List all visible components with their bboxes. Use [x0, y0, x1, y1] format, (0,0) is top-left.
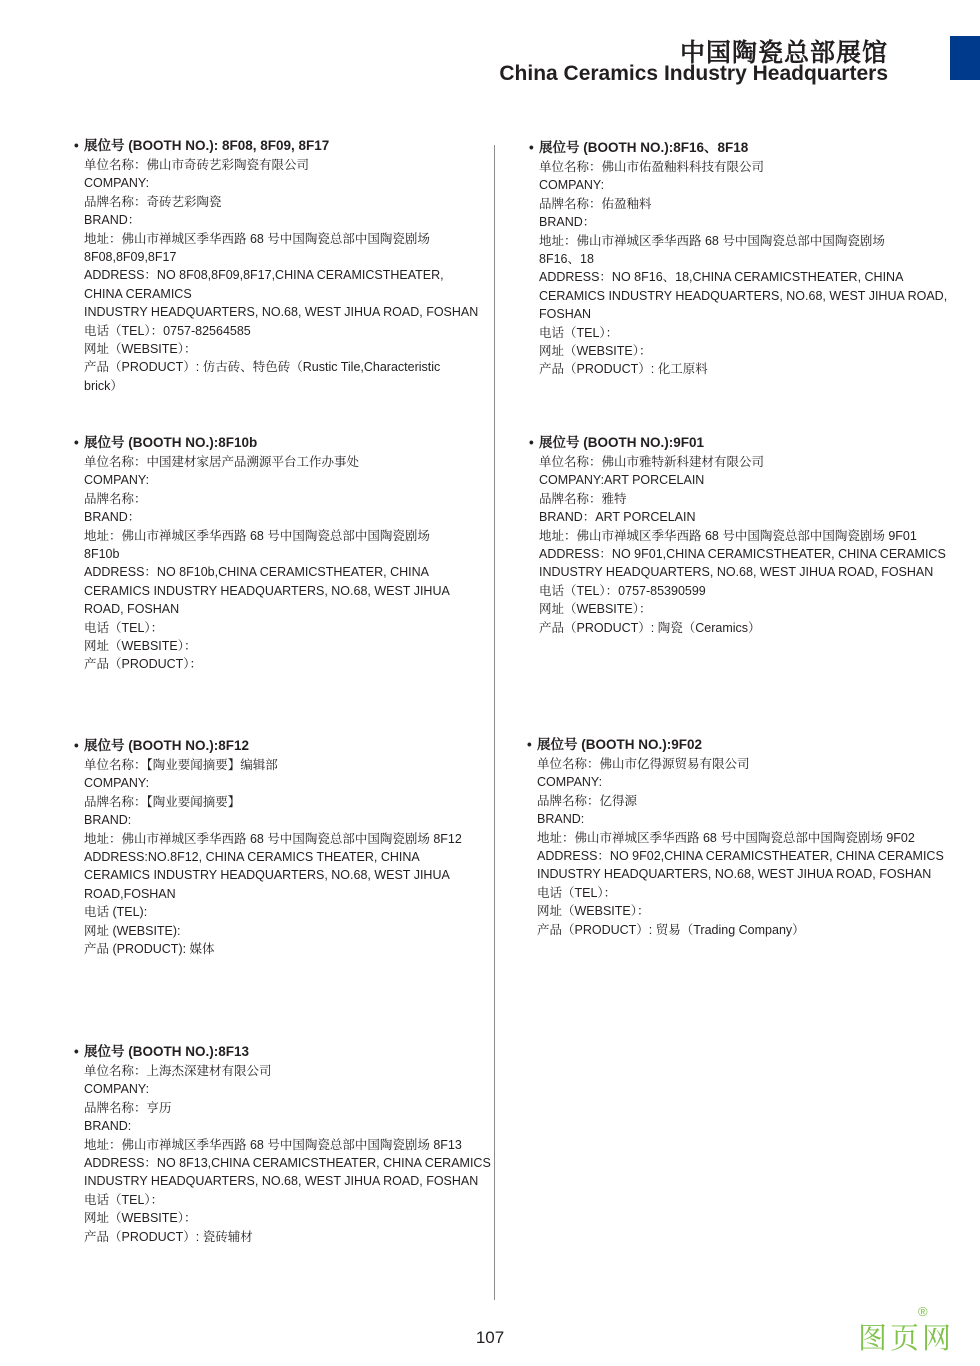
entry-line: ADDRESS：NO 9F01,CHINA CERAMICSTHEATER, CHINA CERAMICS [539, 547, 946, 562]
entry-line: BRAND： [539, 215, 596, 230]
entry-line: brick） [84, 378, 123, 393]
section-color-tab [950, 36, 980, 80]
booth-number: • 展位号 (BOOTH NO.):8F10b [74, 435, 258, 450]
booth-entry-right-3 [527, 736, 957, 939]
entry-line: 电话（TEL）：0757-85390599 [539, 583, 706, 598]
entry-line: 产品（PRODUCT）: 陶瓷（Ceramics） [539, 620, 761, 635]
entry-line: ADDRESS：NO 8F13,CHINA CERAMICSTHEATER, CHINA CERAMICS [84, 1156, 491, 1171]
entry-line: ADDRESS：NO 8F08,8F09,8F17,CHINA CERAMICSTHEATER, [84, 268, 444, 283]
booth-number: • 展位号 (BOOTH NO.):8F13 [74, 1044, 250, 1059]
entry-line: INDUSTRY HEADQUARTERS, NO.68, WEST JIHUA ROAD, FOSHAN [84, 1174, 479, 1189]
entry-line: 品牌名称： [84, 491, 147, 506]
entry-line: ROAD,FOSHAN [84, 886, 176, 901]
entry-line: ADDRESS：NO 8F10b,CHINA CERAMICSTHEATER, CHINA [84, 565, 429, 580]
entry-line: 网址 (WEBSITE): [84, 923, 181, 938]
entry-line: 地址：佛山市禅城区季华西路 68 号中国陶瓷总部中国陶瓷剧场 [84, 528, 430, 543]
header-title-cn: 中国陶瓷总部展馆 [679, 39, 888, 67]
entry-line: 地址：佛山市禅城区季华西路 68 号中国陶瓷总部中国陶瓷剧场 [84, 231, 430, 246]
bullet-icon: • [74, 138, 79, 153]
entry-line: ROAD, FOSHAN [84, 602, 180, 617]
registered-mark: ® [918, 1304, 928, 1319]
entry-line: 单位名称：中国建材家居产品溯源平台工作办事处 [84, 455, 360, 469]
entry-line: ADDRESS：NO 9F02,CHINA CERAMICSTHEATER, CHINA CERAMICS [537, 849, 944, 864]
booth-entry-left-4 [74, 1043, 504, 1246]
entry-line: 网址（WEBSITE）： [84, 342, 197, 357]
booth-entry-left-2 [74, 434, 504, 674]
entry-line: 8F10b [84, 547, 120, 562]
booth-number: • 展位号 (BOOTH NO.):9F02 [527, 737, 703, 752]
entry-line: 网址（WEBSITE）： [539, 344, 652, 359]
page-number: 107 [475, 1328, 505, 1347]
entry-line: BRAND: [84, 1119, 132, 1134]
entry-line: COMPANY: [84, 776, 150, 791]
entry-line: 产品（PRODUCT）: 化工原料 [539, 362, 708, 377]
entry-line: 品牌名称：奇砖艺彩陶瓷 [84, 194, 222, 209]
entry-line: BRAND: [84, 813, 132, 828]
entry-line: 地址：佛山市禅城区季华西路 68 号中国陶瓷总部中国陶瓷剧场 [539, 233, 885, 248]
entry-line: BRAND： [84, 510, 141, 525]
entry-line: BRAND: [537, 812, 585, 827]
entry-line: COMPANY: [539, 178, 605, 193]
entry-line: FOSHAN [539, 307, 592, 322]
entry-line: COMPANY: [84, 176, 150, 191]
entry-line: CERAMICS INDUSTRY HEADQUARTERS, NO.68, WEST JIHUA [84, 868, 450, 883]
entry-line: 地址：佛山市禅城区季华西路 68 号中国陶瓷总部中国陶瓷剧场 9F01 [539, 528, 917, 543]
entry-line: INDUSTRY HEADQUARTERS, NO.68, WEST JIHUA ROAD, FOSHAN [84, 305, 479, 320]
entry-line: 电话（TEL）： [537, 885, 617, 900]
entry-line: ADDRESS:NO.8F12, CHINA CERAMICS THEATER, CHINA [84, 850, 420, 865]
bullet-icon: • [74, 435, 79, 450]
booth-entry-right-1 [529, 139, 959, 379]
bullet-icon: • [74, 1044, 79, 1059]
entry-line: COMPANY: [84, 1082, 150, 1097]
entry-line: COMPANY: [537, 775, 603, 790]
entry-line: 网址（WEBSITE）： [84, 1211, 197, 1226]
bullet-icon: • [527, 737, 532, 752]
watermark-logo: 图页网 [858, 1323, 955, 1355]
booth-number: • 展位号 (BOOTH NO.):8F12 [74, 738, 250, 753]
entry-line: COMPANY:ART PORCELAIN [539, 473, 705, 488]
entry-line: 单位名称：上海杰深建材有限公司 [84, 1064, 272, 1078]
entry-line: 品牌名称：佑盈釉料 [539, 196, 652, 211]
booth-entry-left-1 [74, 137, 504, 395]
entry-line: CERAMICS INDUSTRY HEADQUARTERS, NO.68, WEST JIHUA ROAD, [539, 288, 948, 303]
entry-line: 地址：佛山市禅城区季华西路 68 号中国陶瓷总部中国陶瓷剧场 9F02 [537, 830, 915, 845]
entry-line: 产品（PRODUCT）: 仿古砖、特色砖（Rustic Tile,Characteristic [84, 360, 441, 375]
header-title-en: China Ceramics Industry Headquarters [499, 62, 888, 85]
entry-line: 地址：佛山市禅城区季华西路 68 号中国陶瓷总部中国陶瓷剧场 8F13 [84, 1137, 462, 1152]
entry-line: 网址（WEBSITE）： [537, 904, 650, 919]
booth-number: • 展位号 (BOOTH NO.): 8F08, 8F09, 8F17 [74, 138, 330, 153]
entry-line: 产品（PRODUCT）: 贸易（Trading Company） [537, 922, 805, 937]
entry-line: 产品（PRODUCT）: 瓷砖辅材 [84, 1229, 253, 1244]
booth-number: • 展位号 (BOOTH NO.):8F16、8F18 [529, 140, 749, 155]
entry-line: 8F08,8F09,8F17 [84, 250, 177, 265]
entry-line: ADDRESS：NO 8F16、18,CHINA CERAMICSTHEATER, CHINA [539, 270, 904, 285]
bullet-icon: • [529, 140, 534, 155]
entry-line: COMPANY: [84, 473, 150, 488]
entry-line: 电话（TEL）： [539, 325, 619, 340]
entry-line: 网址（WEBSITE）： [539, 602, 652, 617]
entry-line: 品牌名称：亿得源 [537, 793, 638, 808]
booth-number: • 展位号 (BOOTH NO.):9F01 [529, 435, 705, 450]
entry-line: 单位名称：佛山市佑盈釉料科技有限公司 [539, 160, 765, 174]
entry-line: CERAMICS INDUSTRY HEADQUARTERS, NO.68, WEST JIHUA [84, 583, 450, 598]
entry-line: 单位名称：【陶业要闻摘要】编辑部 [84, 758, 278, 772]
entry-line: 电话 (TEL): [84, 905, 148, 920]
entry-line: 电话（TEL）： [84, 1192, 164, 1207]
entry-line: 品牌名称：【陶业要闻摘要】 [84, 794, 241, 809]
booth-entry-left-3 [74, 737, 504, 958]
entry-line: 电话（TEL）：0757-82564585 [84, 323, 251, 338]
entry-line: 单位名称：佛山市雅特新科建材有限公司 [539, 455, 765, 469]
entry-line: 产品 (PRODUCT): 媒体 [84, 942, 215, 957]
entry-line: 地址：佛山市禅城区季华西路 68 号中国陶瓷总部中国陶瓷剧场 8F12 [84, 831, 462, 846]
entry-line: 品牌名称：雅特 [539, 491, 627, 506]
entry-line: INDUSTRY HEADQUARTERS, NO.68, WEST JIHUA ROAD, FOSHAN [537, 867, 932, 882]
entry-line: 8F16、18 [539, 252, 594, 267]
entry-line: 品牌名称：亨历 [84, 1100, 172, 1115]
entry-line: INDUSTRY HEADQUARTERS, NO.68, WEST JIHUA ROAD, FOSHAN [539, 565, 934, 580]
bullet-icon: • [74, 738, 79, 753]
entry-line: 产品（PRODUCT）： [84, 657, 203, 672]
bullet-icon: • [529, 435, 534, 450]
entry-line: BRAND：ART PORCELAIN [539, 510, 696, 525]
entry-line: 电话（TEL）： [84, 620, 164, 635]
entry-line: 单位名称：佛山市亿得源贸易有限公司 [537, 757, 750, 771]
entry-line: CHINA CERAMICS [84, 286, 192, 301]
entry-line: 单位名称：佛山市奇砖艺彩陶瓷有限公司 [84, 158, 310, 172]
entry-line: BRAND： [84, 213, 141, 228]
entry-line: 网址（WEBSITE）： [84, 639, 197, 654]
booth-entry-right-2 [529, 434, 959, 637]
